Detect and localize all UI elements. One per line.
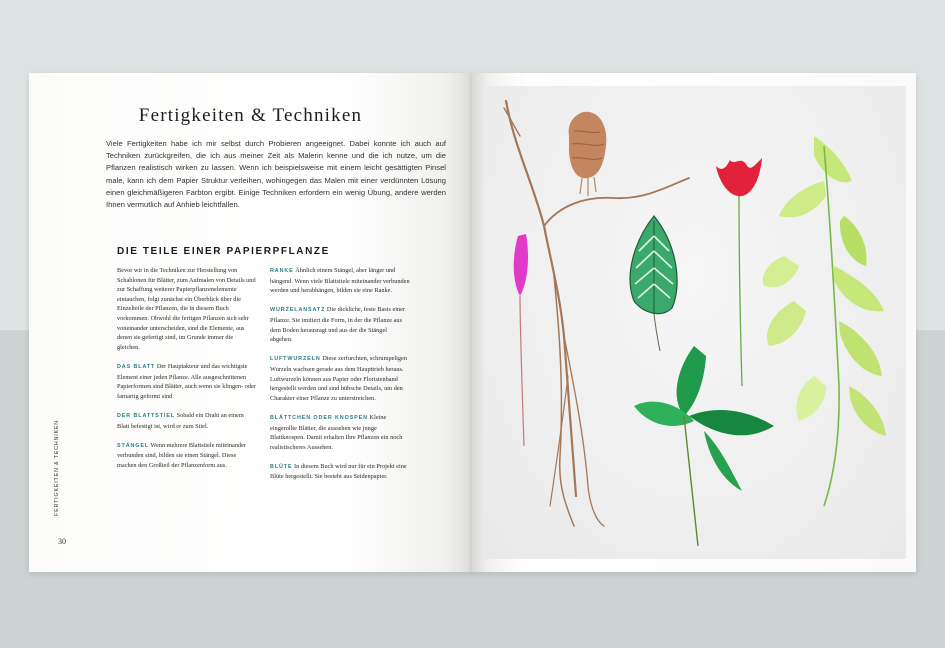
term-definition: Ähnlich einem Stängel, aber länger und hängend. Wenn viele Blattstiele miteinander verbunden werden und herabhängen, bilden sie eine Ranke.: [270, 267, 410, 295]
overview-paragraph: Bevor wir in die Techniken zur Herstellung von Schablonen für Blätter, zum Aufmalen von Details und zur Schaffung weiterer Papierpflanzenelemente eintauchen, folgt zunächst ein Überblick über die Einzelteile der Pflanzen, die in diesem Buch vorkommen. Obwohl die fertigen Pflanzen sich sehr voneinander unterscheiden, sind die Elemente, aus denen sie gefertigt sind, im Grunde immer die gleichen.: [117, 267, 256, 351]
term-blatt: [117, 362, 257, 401]
root-base: [569, 112, 607, 196]
term-blattstiel: [117, 411, 257, 431]
term-bluete: [270, 462, 410, 482]
term-definition: In diesem Buch wird nur für ein Projekt eine Blüte hergestellt. Sie besteht aus Seidenpapier.: [270, 462, 407, 481]
section-heading: DIE TEILE EINER PAPIERPFLANZE: [117, 246, 330, 257]
term-definition: Diese zerfurchten, schrumpeligen Wurzeln wachsen gerade aus dem Haupttrieb heraus. Luftwurzeln können aus Papier oder Floristenband hergestellt werden und sind hübsche Details, um den Charakter einer Pflanze zu unterstreichen.: [270, 355, 407, 402]
term-keyword: BLÜTE: [270, 463, 293, 470]
term-knospen: [270, 413, 410, 452]
text-column-right: [270, 266, 410, 492]
term-staengel: [117, 441, 257, 471]
term-keyword: DAS BLATT: [117, 363, 156, 370]
left-page: [29, 73, 472, 572]
term-definition: Der Hauptakteur und das wichtigste Element einer jeden Pflanze. Alle ausgeschnittenen Papierformen sind Blätter, auch wenn sie klingen- oder farnartig geformt sind.: [117, 362, 256, 400]
term-keyword: RANKE: [270, 268, 294, 274]
term-keyword: LUFTWURZELN: [270, 356, 321, 363]
term-keyword: DER BLATTSTIEL: [117, 412, 176, 419]
text-column-left: [117, 266, 257, 480]
term-keyword: BLÄTTCHEN ODER KNOSPEN: [270, 414, 368, 421]
red-tulip: [716, 158, 762, 386]
page-number: 30: [58, 537, 66, 546]
term-keyword: STÄNGEL: [117, 442, 150, 449]
paper-plants-illustration: [484, 86, 906, 559]
term-definition: Die dickliche, feste Basis einer Pflanze. Sie imitiert die Form, in der die Pflanze aus dem Boden herausragt und aus der die Stängel abgehen.: [270, 306, 406, 344]
plant-parts-photo: [484, 86, 906, 559]
green-leaves-cluster: [634, 346, 774, 546]
term-luftwurzeln: [270, 354, 410, 403]
term-wurzelansatz: [270, 305, 410, 344]
term-definition: Kleine eingerollte Blätter, die aussehen wie junge Blattknospen. Damit erhalten Ihre Pflanzen ein noch realistischeres Aussehen.: [270, 413, 403, 451]
lime-leaves-branch: [763, 136, 886, 506]
term-definition: Sobald ein Draht an einem Blatt befestigt ist, wird er zum Stiel.: [117, 411, 244, 430]
open-book: [29, 73, 916, 572]
term-definition: Wenn mehrere Blattstiele miteinander verbunden sind, bilden sie einen Stängel. Diese machen den Großteil der Pflanzenform aus.: [117, 441, 247, 469]
term-ranke: [270, 266, 410, 296]
patterned-leaf: [630, 216, 677, 351]
term-keyword: WURZELANSATZ: [270, 307, 326, 314]
intro-paragraph: Viele Fertigkeiten habe ich mir selbst durch Probieren angeeignet. Dabei konnte ich auch auf Techniken zurückgreifen, die ich aus meiner Zeit als Malerin kenne und die ich nutze, um die Pflanzen realistisch wirken zu lassen. Wenn ich beispielsweise mit einem leicht gesättigten Pinsel male, kann ich dem Papier Struktur verleihen, wohingegen das Malen mit einer verdünnten Lösung einen gleichmäßigeren Farbton ergibt. Einige Techniken erfordern ein wenig Übung, andere werden Ihnen vermutlich auf Anhieb leichtfallen.: [106, 139, 446, 210]
pink-bud: [514, 234, 528, 446]
running-head-vertical: FERTIGKEITEN & TECHNIKEN: [54, 420, 60, 516]
page-title: Fertigkeiten & Techniken: [138, 105, 363, 126]
